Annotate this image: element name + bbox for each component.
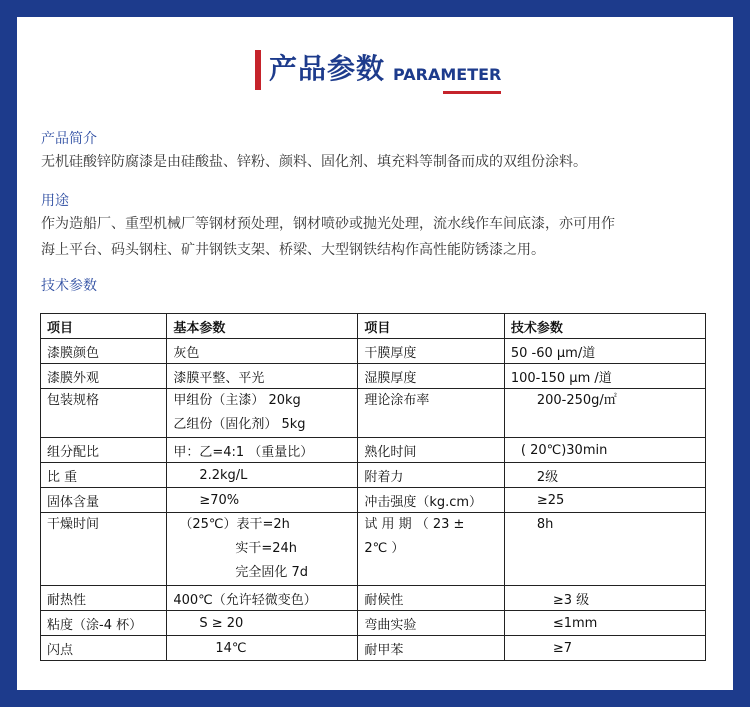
basic-value-line: 完全固化 7d xyxy=(235,565,308,580)
row-tech-value: 50 -60 μm/道 xyxy=(504,339,705,364)
tech-item-line: 冲击强度（kg.cm） xyxy=(364,494,483,510)
column-header: 项目 xyxy=(358,314,505,339)
row-item: 包装规格 xyxy=(41,389,167,438)
table-row xyxy=(41,488,706,513)
basic-value-line: 乙组份（固化剂） 5kg xyxy=(173,417,306,432)
table-row xyxy=(41,364,706,389)
row-item: 漆膜外观 xyxy=(41,364,167,389)
title-underline xyxy=(443,91,501,94)
basic-value-line: 甲组份（主漆） 20kg xyxy=(173,393,301,408)
row-basic-value xyxy=(167,488,358,513)
basic-value-line: 灰色 xyxy=(173,345,200,361)
row-basic-value xyxy=(167,611,358,636)
row-tech-item xyxy=(358,513,505,586)
tech-item-line: 熟化时间 xyxy=(364,444,417,460)
column-header: 项目 xyxy=(41,314,167,339)
specs-table xyxy=(40,313,706,661)
row-basic-value xyxy=(167,463,358,488)
table-row xyxy=(41,463,706,488)
row-tech-item xyxy=(358,636,505,661)
row-item: 比 重 xyxy=(41,463,167,488)
usage-text-line-2: 海上平台、码头钢柱、矿井钢铁支架、桥梁、大型钢铁结构作高性能防锈漆之用。 xyxy=(41,242,545,258)
row-tech-item xyxy=(358,488,505,513)
row-basic-value xyxy=(167,339,358,364)
row-tech-item xyxy=(358,339,505,364)
basic-value-line: 漆膜平整、平光 xyxy=(173,370,265,386)
basic-value-line: 甲：乙=4:1 （重量比） xyxy=(173,444,314,460)
row-basic-value xyxy=(167,586,358,611)
row-tech-value: 2级 xyxy=(504,463,705,488)
row-tech-value: ≥7 xyxy=(504,636,705,661)
row-tech-value: ≥25 xyxy=(504,488,705,513)
page-header xyxy=(17,47,733,117)
table-row xyxy=(41,611,706,636)
basic-value-line: 400℃（允许轻微变色） xyxy=(173,592,317,608)
table-row xyxy=(41,438,706,463)
tech-item-line: 2℃ ） xyxy=(364,541,405,556)
table-header-row xyxy=(41,314,706,339)
row-basic-value xyxy=(167,364,358,389)
basic-value-line: 14℃ xyxy=(215,640,247,656)
row-tech-value: ≥3 级 xyxy=(504,586,705,611)
row-item: 粘度（涂-4 杯） xyxy=(41,611,167,636)
column-header: 基本参数 xyxy=(167,314,358,339)
usage-text xyxy=(41,211,713,263)
tech-item-line: 耐甲苯 xyxy=(364,642,404,658)
row-basic-value xyxy=(167,636,358,661)
table-row xyxy=(41,586,706,611)
specs-heading: 技术参数 xyxy=(41,278,97,294)
row-tech-item xyxy=(358,463,505,488)
row-tech-value: 100-150 μm /道 xyxy=(504,364,705,389)
row-basic-value xyxy=(167,438,358,463)
row-tech-value: ( 20℃)30min xyxy=(504,438,705,463)
column-header: 技术参数 xyxy=(504,314,705,339)
row-item: 漆膜颜色 xyxy=(41,339,167,364)
tech-item-line: 湿膜厚度 xyxy=(364,370,417,386)
row-tech-value: 8h xyxy=(504,513,705,586)
row-basic-value xyxy=(167,389,358,438)
content-card xyxy=(17,17,733,690)
row-tech-item xyxy=(358,389,505,438)
tech-item-line: 理论涂布率 xyxy=(364,393,430,408)
tech-item-line: 附着力 xyxy=(364,469,404,485)
row-tech-item xyxy=(358,586,505,611)
row-tech-value: ≤1mm xyxy=(504,611,705,636)
title-accent-bar xyxy=(255,50,261,90)
table-row xyxy=(41,636,706,661)
table-row xyxy=(41,389,706,438)
tech-item-line: 弯曲实验 xyxy=(364,617,417,633)
tech-item-line: 试 用 期 （ 23 ± xyxy=(364,517,465,532)
row-basic-value xyxy=(167,513,358,586)
basic-value-line: （25℃）表干=2h xyxy=(179,517,290,532)
tech-item-line: 干膜厚度 xyxy=(364,345,417,361)
row-item: 耐热性 xyxy=(41,586,167,611)
row-item: 组分配比 xyxy=(41,438,167,463)
intro-heading: 产品简介 xyxy=(41,131,97,147)
usage-heading: 用途 xyxy=(41,193,69,209)
tech-item-line: 耐候性 xyxy=(364,592,404,608)
row-tech-item xyxy=(358,364,505,389)
basic-value-line: S ≥ 20 xyxy=(199,615,244,631)
row-item: 固体含量 xyxy=(41,488,167,513)
row-item: 干燥时间 xyxy=(41,513,167,586)
table-row xyxy=(41,513,706,586)
row-item: 闪点 xyxy=(41,636,167,661)
page-title-english: PARAMETER xyxy=(393,65,502,84)
basic-value-line: 实干=24h xyxy=(235,541,298,556)
page-title: 产品参数 xyxy=(269,52,386,85)
row-tech-item xyxy=(358,438,505,463)
basic-value-line: 2.2kg/L xyxy=(199,467,248,483)
row-tech-item xyxy=(358,611,505,636)
intro-text-line: 无机硅酸锌防腐漆是由硅酸盐、锌粉、颜料、固化剂、填充料等制备而成的双组份涂料。 xyxy=(41,154,587,170)
row-tech-value: 200-250g/㎡ xyxy=(504,389,705,438)
basic-value-line: ≥70% xyxy=(199,492,240,508)
table-row xyxy=(41,339,706,364)
usage-text-line-1: 作为造船厂、重型机械厂等钢材预处理，钢材喷砂或抛光处理，流水线作车间底漆，亦可用作 xyxy=(41,216,615,232)
intro-text xyxy=(41,149,713,175)
